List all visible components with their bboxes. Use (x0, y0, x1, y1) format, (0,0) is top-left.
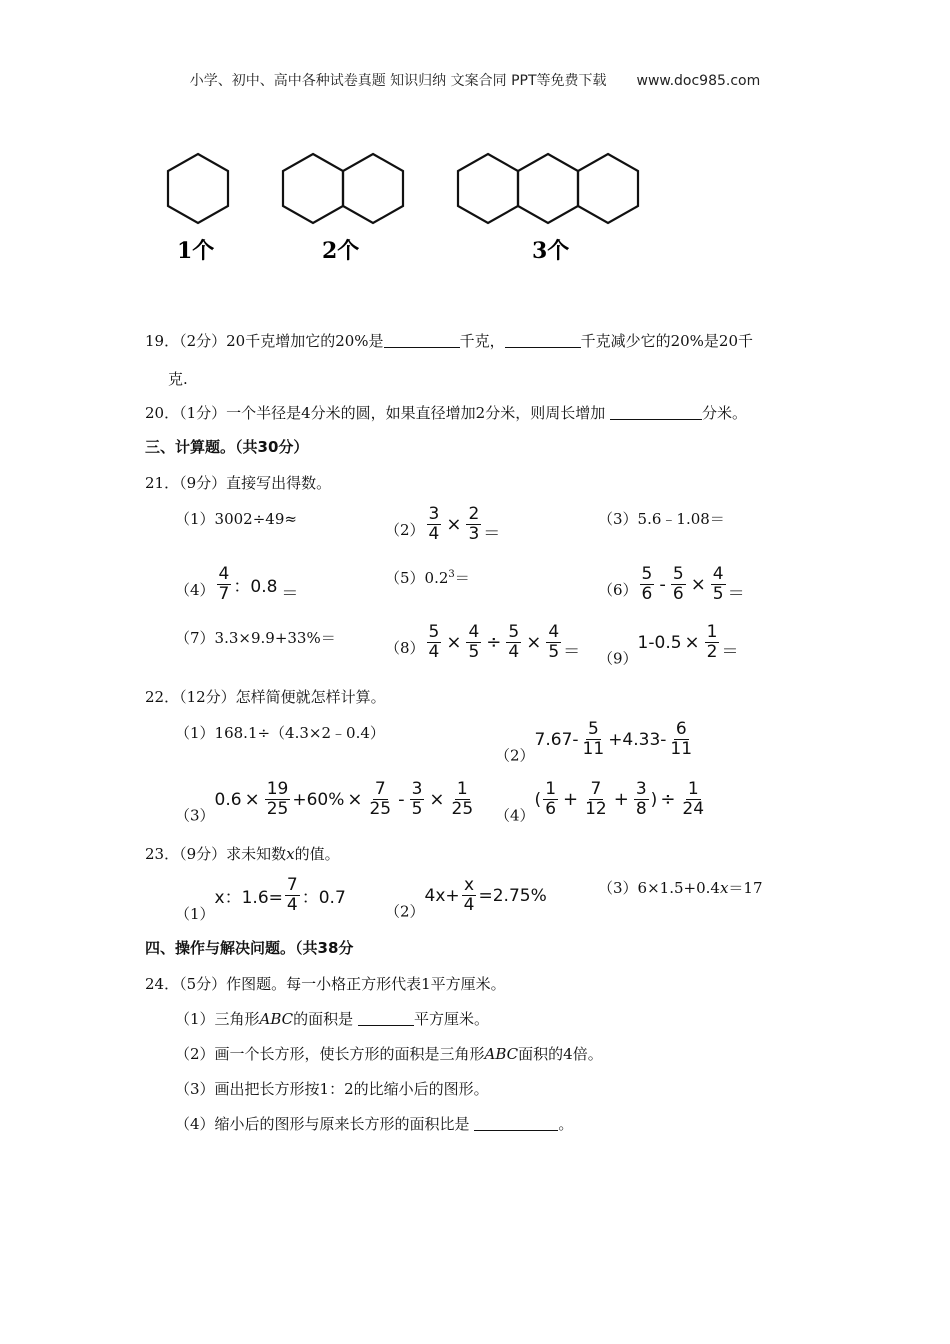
q24-part-1: （1）三角形ABC的面积是 平方厘米。 (175, 1010, 489, 1028)
q19-text: 19．（2分）20千克增加它的20%是 (145, 332, 384, 350)
q22-part-3: （3） 0.6 × $\frac{19}{25}$ +60% × $\frac{7}{25}$ - $\frac{3}{5}$ × $\frac{1}{25}$ (175, 779, 474, 825)
q22-part-1: （1）168.1÷（4.3×2﹣0.4） (175, 724, 385, 742)
section-4-title: 四、操作与解决问题。（共38分 (145, 939, 354, 957)
hexagon-1 (168, 154, 228, 223)
q22-part-2: （2） 7.67- $\frac{5}{11}$ +4.33- $\frac{6}{11}$ (495, 719, 693, 765)
question-23-title: 23．（9分）求未知数x的值。 (145, 845, 340, 863)
q23-part-1: （1） x：1.6= $\frac{7}{4}$ ：0.7 (175, 875, 346, 923)
section-3-title: 三、计算题。（共30分） (145, 438, 309, 456)
q20-blank[interactable] (610, 404, 702, 420)
q20-suffix: 分米。 (702, 404, 748, 422)
q24-part-4: （4）缩小后的图形与原来长方形的面积比是 。 (175, 1115, 574, 1133)
header-site-link[interactable]: www.doc985.com (636, 73, 761, 89)
q20-text: 20．（1分）一个半径是4分米的圆，如果直径增加2分米，则周长增加 (145, 404, 606, 422)
hexagon-2a (283, 154, 343, 223)
question-19 (145, 330, 753, 351)
q21-part-2: （2） $\frac{3}{4}$ × $\frac{2}{3}$ ＝ (385, 504, 501, 544)
q21-part-7: （7）3.3×9.9+33%＝ (175, 629, 336, 647)
page-header (0, 70, 950, 90)
question-24-title: 24．（5分）作图题。每一小格正方形代表1平方厘米。 (145, 975, 506, 993)
question-20 (145, 402, 747, 423)
hexagon-2b (343, 154, 403, 223)
q21-part-9: （9） 1-0.5 × $\frac{1}{2}$ ＝ (598, 622, 739, 668)
hexagon-figure (155, 140, 655, 270)
hexagon-3a (458, 154, 518, 223)
q22-part-4: （4） ( $\frac{1}{6}$ + $\frac{7}{12}$ + $\frac{3}{8}$ ) ÷ $\frac{1}{24}$ (495, 779, 705, 825)
question-21-title: 21．（9分）直接写出得数。 (145, 474, 332, 492)
hexagon-3b (518, 154, 578, 223)
q21-part-8: （8） $\frac{5}{4}$ × $\frac{4}{5}$ ÷ $\frac{5}{4}$ × $\frac{4}{5}$ ＝ (385, 622, 581, 662)
q24-part-3: （3）画出把长方形按1：2的比缩小后的图形。 (175, 1080, 489, 1098)
q24-blank-2[interactable] (474, 1115, 558, 1131)
hexagon-3c (578, 154, 638, 223)
q19-blank-2[interactable] (505, 332, 581, 348)
q23-part-2: （2） 4x+ $\frac{x}{4}$ =2.75% (385, 875, 547, 921)
figure-label-2: 2个 (322, 238, 360, 264)
q21-part-3: （3）5.6﹣1.08＝ (598, 510, 725, 528)
question-22-title: 22．（12分）怎样简便就怎样计算。 (145, 688, 386, 706)
q19-blank-1[interactable] (384, 332, 460, 348)
header-text: 小学、初中、高中各种试卷真题 知识归纳 文案合同 PPT等免费下载 (189, 73, 607, 89)
q21-part-1: （1）3002÷49≈ (175, 510, 297, 528)
q24-blank-1[interactable] (358, 1010, 414, 1026)
q23-part-3: （3）6×1.5+0.4x＝17 (598, 879, 763, 897)
q19-mid2: 千克减少它的20%是20千 (580, 332, 754, 350)
figure-label-3: 3个 (532, 238, 570, 264)
q19-continuation: 克. (168, 370, 188, 388)
q19-mid1: 千克， (459, 332, 505, 350)
figure-label-1: 1个 (177, 238, 215, 264)
q21-part-5: $(5)0.2^3=$ (385, 569, 470, 587)
q24-part-2: （2）画一个长方形，使长方形的面积是三角形ABC面积的4倍。 (175, 1045, 603, 1063)
q21-part-4: （4） $\frac{4}{7}$ ：0.8 ＝ (175, 564, 299, 604)
q21-part-6: （6） $\frac{5}{6}$ - $\frac{5}{6}$ × $\frac{4}{5}$ ＝ (598, 564, 745, 604)
